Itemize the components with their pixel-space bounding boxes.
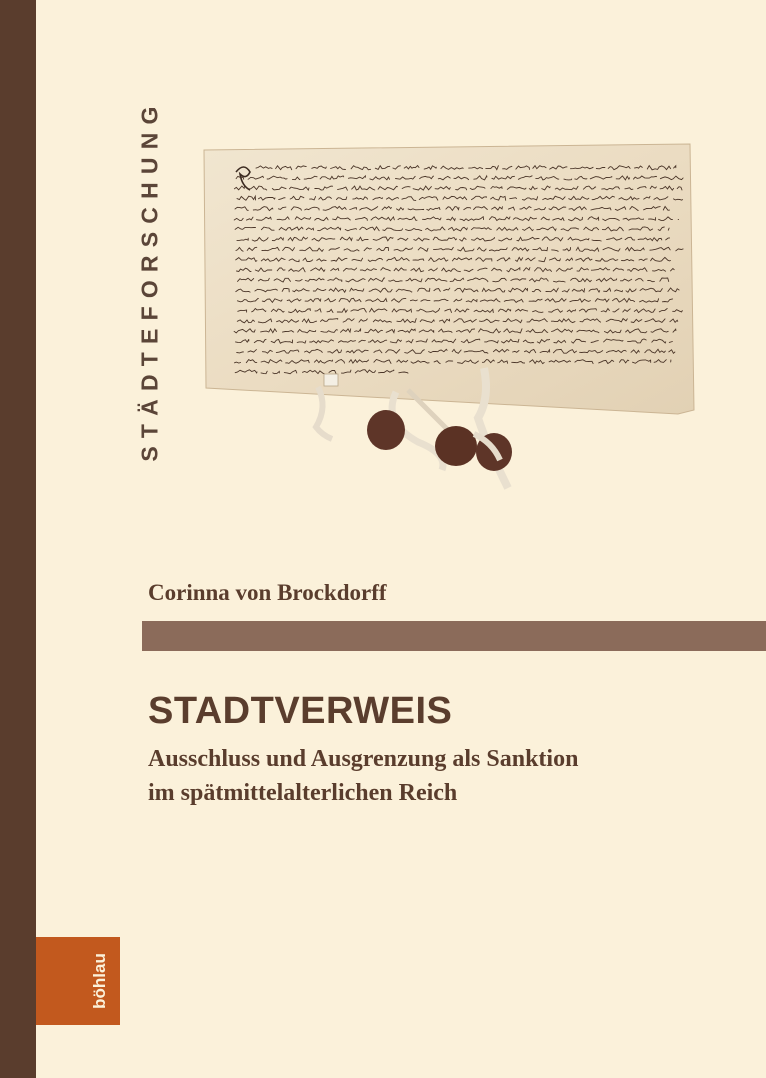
book-subtitle: [148, 742, 578, 810]
series-title: STÄDTEFORSCHUNG: [136, 98, 163, 462]
author-name: Corinna von Brockdorff: [148, 580, 387, 605]
cover-spine-band: [0, 0, 36, 1078]
charter-image: [198, 142, 698, 502]
publisher-name: böhlau: [90, 953, 109, 1009]
book-title: STADTVERWEIS: [148, 690, 453, 732]
subtitle-line-2: im spätmittelalterlichen Reich: [148, 780, 458, 806]
divider-bar: [142, 621, 766, 651]
wax-seal: [435, 426, 477, 466]
subtitle-line-1: Ausschluss und Ausgrenzung als Sanktion: [148, 746, 579, 772]
wax-seal: [367, 410, 405, 450]
